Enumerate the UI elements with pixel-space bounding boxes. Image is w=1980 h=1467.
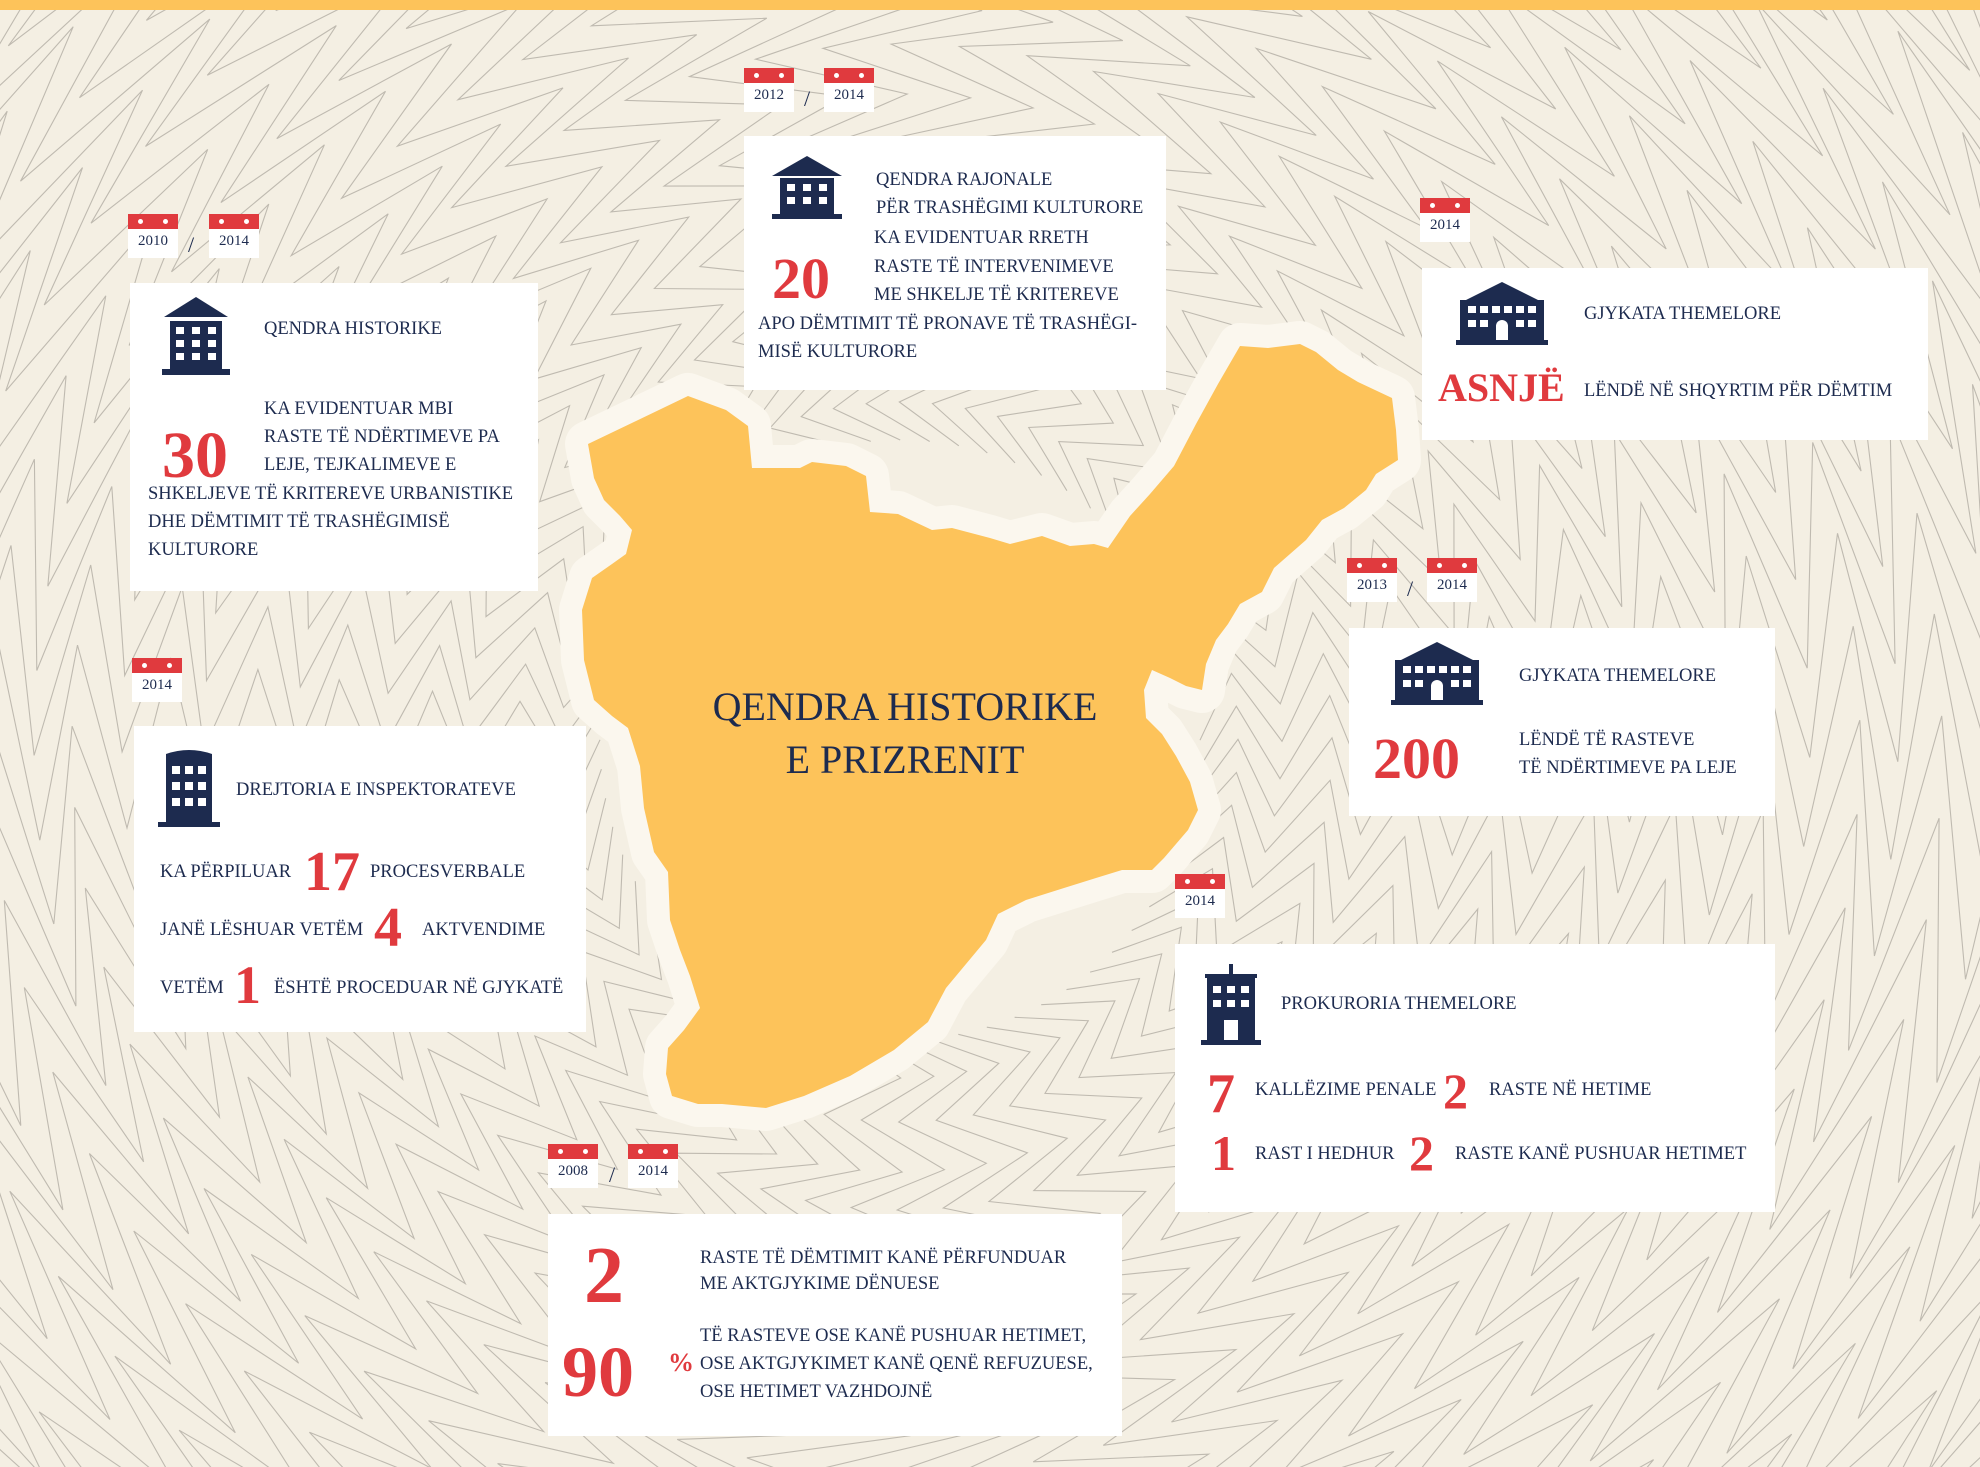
card-text-line: LËNDË TË RASTEVE	[1519, 730, 1695, 750]
percent-sign: %	[668, 1348, 694, 1377]
row-text: RAST I HEDHUR	[1255, 1144, 1395, 1164]
stat-number: 1	[234, 955, 261, 1015]
year-separator: /	[609, 1162, 616, 1187]
card-title: DREJTORIA E INSPEKTORATEVE	[236, 780, 516, 800]
card-text-line: KA EVIDENTUAR MBI	[264, 399, 454, 419]
card-gjykimet	[548, 1214, 1122, 1436]
card-text-line: DHE DËMTIMIT TË TRASHËGIMISË	[148, 512, 450, 532]
card-text-line: ME AKTGJYKIME DËNUESE	[700, 1274, 940, 1294]
stat-number: 2	[584, 1232, 624, 1320]
stat-number: ASNJË	[1438, 365, 1565, 410]
card-drejtoria	[134, 726, 586, 1032]
stat-number: 7	[1207, 1063, 1235, 1125]
year-label: 2014	[1185, 893, 1215, 909]
row-text: VETËM	[160, 978, 224, 998]
map-title-line2: E PRIZRENIT	[785, 737, 1025, 782]
calendar-icon	[128, 214, 178, 258]
card-text-line: RASTE TË INTERVENIMEVE	[874, 257, 1114, 277]
card-text-line: KA EVIDENTUAR RRETH	[874, 228, 1089, 248]
building-icon	[770, 154, 844, 220]
row-text: KA PËRPILUAR	[160, 862, 292, 882]
year-label: 2014	[219, 233, 249, 249]
card-prokuroria	[1175, 944, 1775, 1212]
card-text-line: MISË KULTURORE	[758, 342, 918, 362]
calendar-icon	[1175, 874, 1225, 918]
calendar-icon	[1427, 558, 1477, 602]
card-text-line: APO DËMTIMIT TË PRONAVE TË TRASHËGI-	[758, 314, 1138, 334]
row-text: KALLËZIME PENALE	[1255, 1080, 1437, 1100]
card-text-line: SHKELJEVE TË KRITEREVE URBANISTIKE	[148, 484, 514, 504]
row-text: JANË LËSHUAR VETËM	[160, 920, 364, 940]
courthouse-icon	[1391, 640, 1483, 706]
map-title-line1: QENDRA HISTORIKE	[712, 684, 1098, 729]
card-title: GJYKATA THEMELORE	[1584, 304, 1782, 324]
calendar-icon	[744, 68, 794, 112]
calendar-icon	[209, 214, 259, 258]
card-gjykata-themelore-2	[1349, 628, 1775, 816]
stat-number: 17	[304, 841, 360, 903]
stat-number: 2	[1443, 1063, 1468, 1119]
row-text: ËSHTË PROCEDUAR NË GJYKATË	[274, 978, 564, 998]
card-title: GJYKATA THEMELORE	[1519, 666, 1717, 686]
stat-number: 4	[374, 897, 402, 959]
card-qendra-historike	[130, 283, 538, 591]
stat-number: 2	[1409, 1125, 1434, 1181]
card-text-line: TË NDËRTIMEVE PA LEJE	[1519, 758, 1737, 778]
stat-number: 1	[1211, 1125, 1236, 1181]
year-label: 2014	[1437, 577, 1467, 593]
courthouse-icon	[1456, 280, 1548, 346]
map-title	[650, 680, 1160, 786]
card-text-line: ME SHKELJE TË KRITEREVE	[874, 285, 1119, 305]
card-gjykata-themelore-1	[1422, 268, 1928, 440]
card-title-line: PËR TRASHËGIMI KULTURORE	[876, 198, 1144, 218]
building-icon	[158, 746, 220, 828]
card-text: LËNDË NË SHQYRTIM PËR DËMTIM	[1584, 381, 1893, 401]
card-text-line: KULTURORE	[148, 540, 259, 560]
row-text: AKTVENDIME	[422, 920, 546, 940]
card-text-line: OSE AKTGJYKIMET KANË QENË REFUZUESE,	[700, 1354, 1093, 1374]
stat-number: 20	[772, 246, 830, 311]
calendar-icon	[628, 1144, 678, 1188]
year-label: 2010	[138, 233, 168, 249]
year-label: 2012	[754, 87, 784, 103]
row-text: RASTE NË HETIME	[1489, 1080, 1652, 1100]
calendar-icon	[132, 658, 182, 702]
row-text: RASTE KANË PUSHUAR HETIMET	[1455, 1144, 1747, 1164]
year-separator: /	[804, 86, 811, 111]
stat-number: 30	[162, 419, 228, 492]
card-text-line: OSE HETIMET VAZHDOJNË	[700, 1382, 933, 1402]
row-text: PROCESVERBALE	[370, 862, 526, 882]
card-title: PROKURORIA THEMELORE	[1281, 994, 1517, 1014]
stat-number: 200	[1373, 726, 1460, 791]
card-text-line: RASTE TË DËMTIMIT KANË PËRFUNDUAR	[700, 1248, 1067, 1268]
card-text-line: TË RASTEVE OSE KANË PUSHUAR HETIMET,	[700, 1326, 1087, 1346]
calendar-icon	[1347, 558, 1397, 602]
calendar-icon	[824, 68, 874, 112]
year-label: 2008	[558, 1163, 588, 1179]
year-label: 2014	[834, 87, 864, 103]
calendar-icon	[1420, 198, 1470, 242]
year-separator: /	[188, 232, 195, 257]
card-qendra-rajonale	[744, 136, 1166, 390]
stat-number: 90	[562, 1332, 634, 1412]
year-label: 2014	[638, 1163, 668, 1179]
card-text-line: RASTE TË NDËRTIMEVE PA	[264, 427, 500, 447]
building-icon	[1201, 964, 1261, 1046]
year-label: 2014	[1430, 217, 1460, 233]
year-label: 2013	[1357, 577, 1387, 593]
year-separator: /	[1407, 576, 1414, 601]
card-text-line: LEJE, TEJKALIMEVE E	[264, 455, 457, 475]
building-icon	[160, 295, 232, 377]
year-label: 2014	[142, 677, 172, 693]
calendar-icon	[548, 1144, 598, 1188]
card-title-line: QENDRA RAJONALE	[876, 170, 1053, 190]
card-title: QENDRA HISTORIKE	[264, 319, 442, 339]
